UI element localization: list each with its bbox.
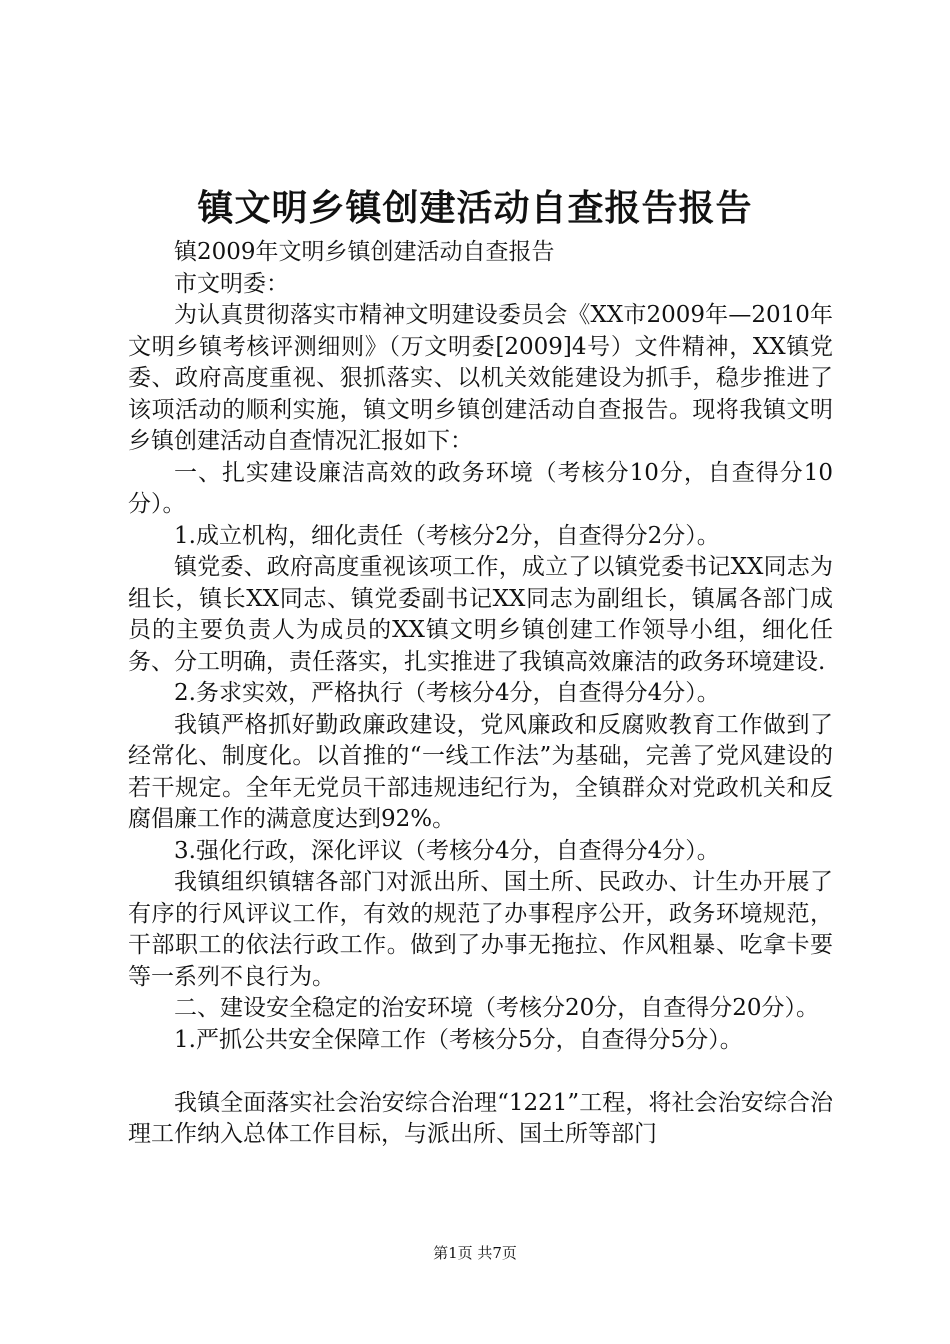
paragraph: 一、扎实建设廉洁高效的政务环境（考核分10分，自查得分10分）。 (128, 459, 833, 517)
paragraph: 1.成立机构，细化责任（考核分2分，自查得分2分）。 (174, 522, 720, 549)
paragraph: 我镇严格抓好勤政廉政建设，党风廉政和反腐败教育工作做到了经常化、制度化。以首推的“一线工作法”为基础，完善了党风建设的若干规定。全年无党员干部违规违纪行为，全镇群众对党政机关和反腐倡廉工作的满意度达到92%。 (128, 711, 833, 832)
document-body (128, 237, 833, 1151)
paragraph: 1.严抓公共安全保障工作（考核分5分，自查得分5分）。 (174, 1026, 743, 1053)
paragraph: 市文明委： (174, 270, 289, 297)
paragraph: 3.强化行政，深化评议（考核分4分，自查得分4分）。 (174, 837, 720, 864)
paragraph: 镇2009年文明乡镇创建活动自查报告 (174, 239, 555, 265)
paragraph: 二、建设安全稳定的治安环境（考核分20分，自查得分20分）。 (174, 995, 820, 1021)
paragraph: 我镇全面落实社会治安综合治理“1221”工程，将社会治安综合治理工作纳入总体工作目标，与派出所、国土所等部门 (128, 1089, 833, 1147)
paragraph: 镇党委、政府高度重视该项工作，成立了以镇党委书记XX同志为组长，镇长XX同志、镇党委副书记XX同志为副组长，镇属各部门成员的主要负责人为成员的XX镇文明乡镇创建工作领导小组，细化任务、分工明确，责任落实，扎实推进了我镇高效廉洁的政务环境建设. (128, 554, 833, 675)
document-title: 镇文明乡镇创建活动自查报告报告 (197, 187, 753, 229)
paragraph: 2.务求实效，严格执行（考核分4分，自查得分4分）。 (174, 680, 720, 706)
paragraph: 我镇组织镇辖各部门对派出所、国土所、民政办、计生办开展了有序的行风评议工作，有效的规范了办事程序公开，政务环境规范，干部职工的依法行政工作。做到了办事无拖拉、作风粗暴、吃拿卡要等一系列不良行为。 (128, 869, 833, 990)
paragraph: 为认真贯彻落实市精神文明建设委员会《XX市2009年—2010年文明乡镇考核评测细则》（万文明委[2009]4号）文件精神，XX镇党委、政府高度重视、狠抓落实、以机关效能建设为抓手，稳步推进了该项活动的顺利实施，镇文明乡镇创建活动自查报告。现将我镇文明乡镇创建活动自查情况汇报如下： (128, 302, 833, 454)
page-number: 第1页 共7页 (433, 1244, 517, 1262)
